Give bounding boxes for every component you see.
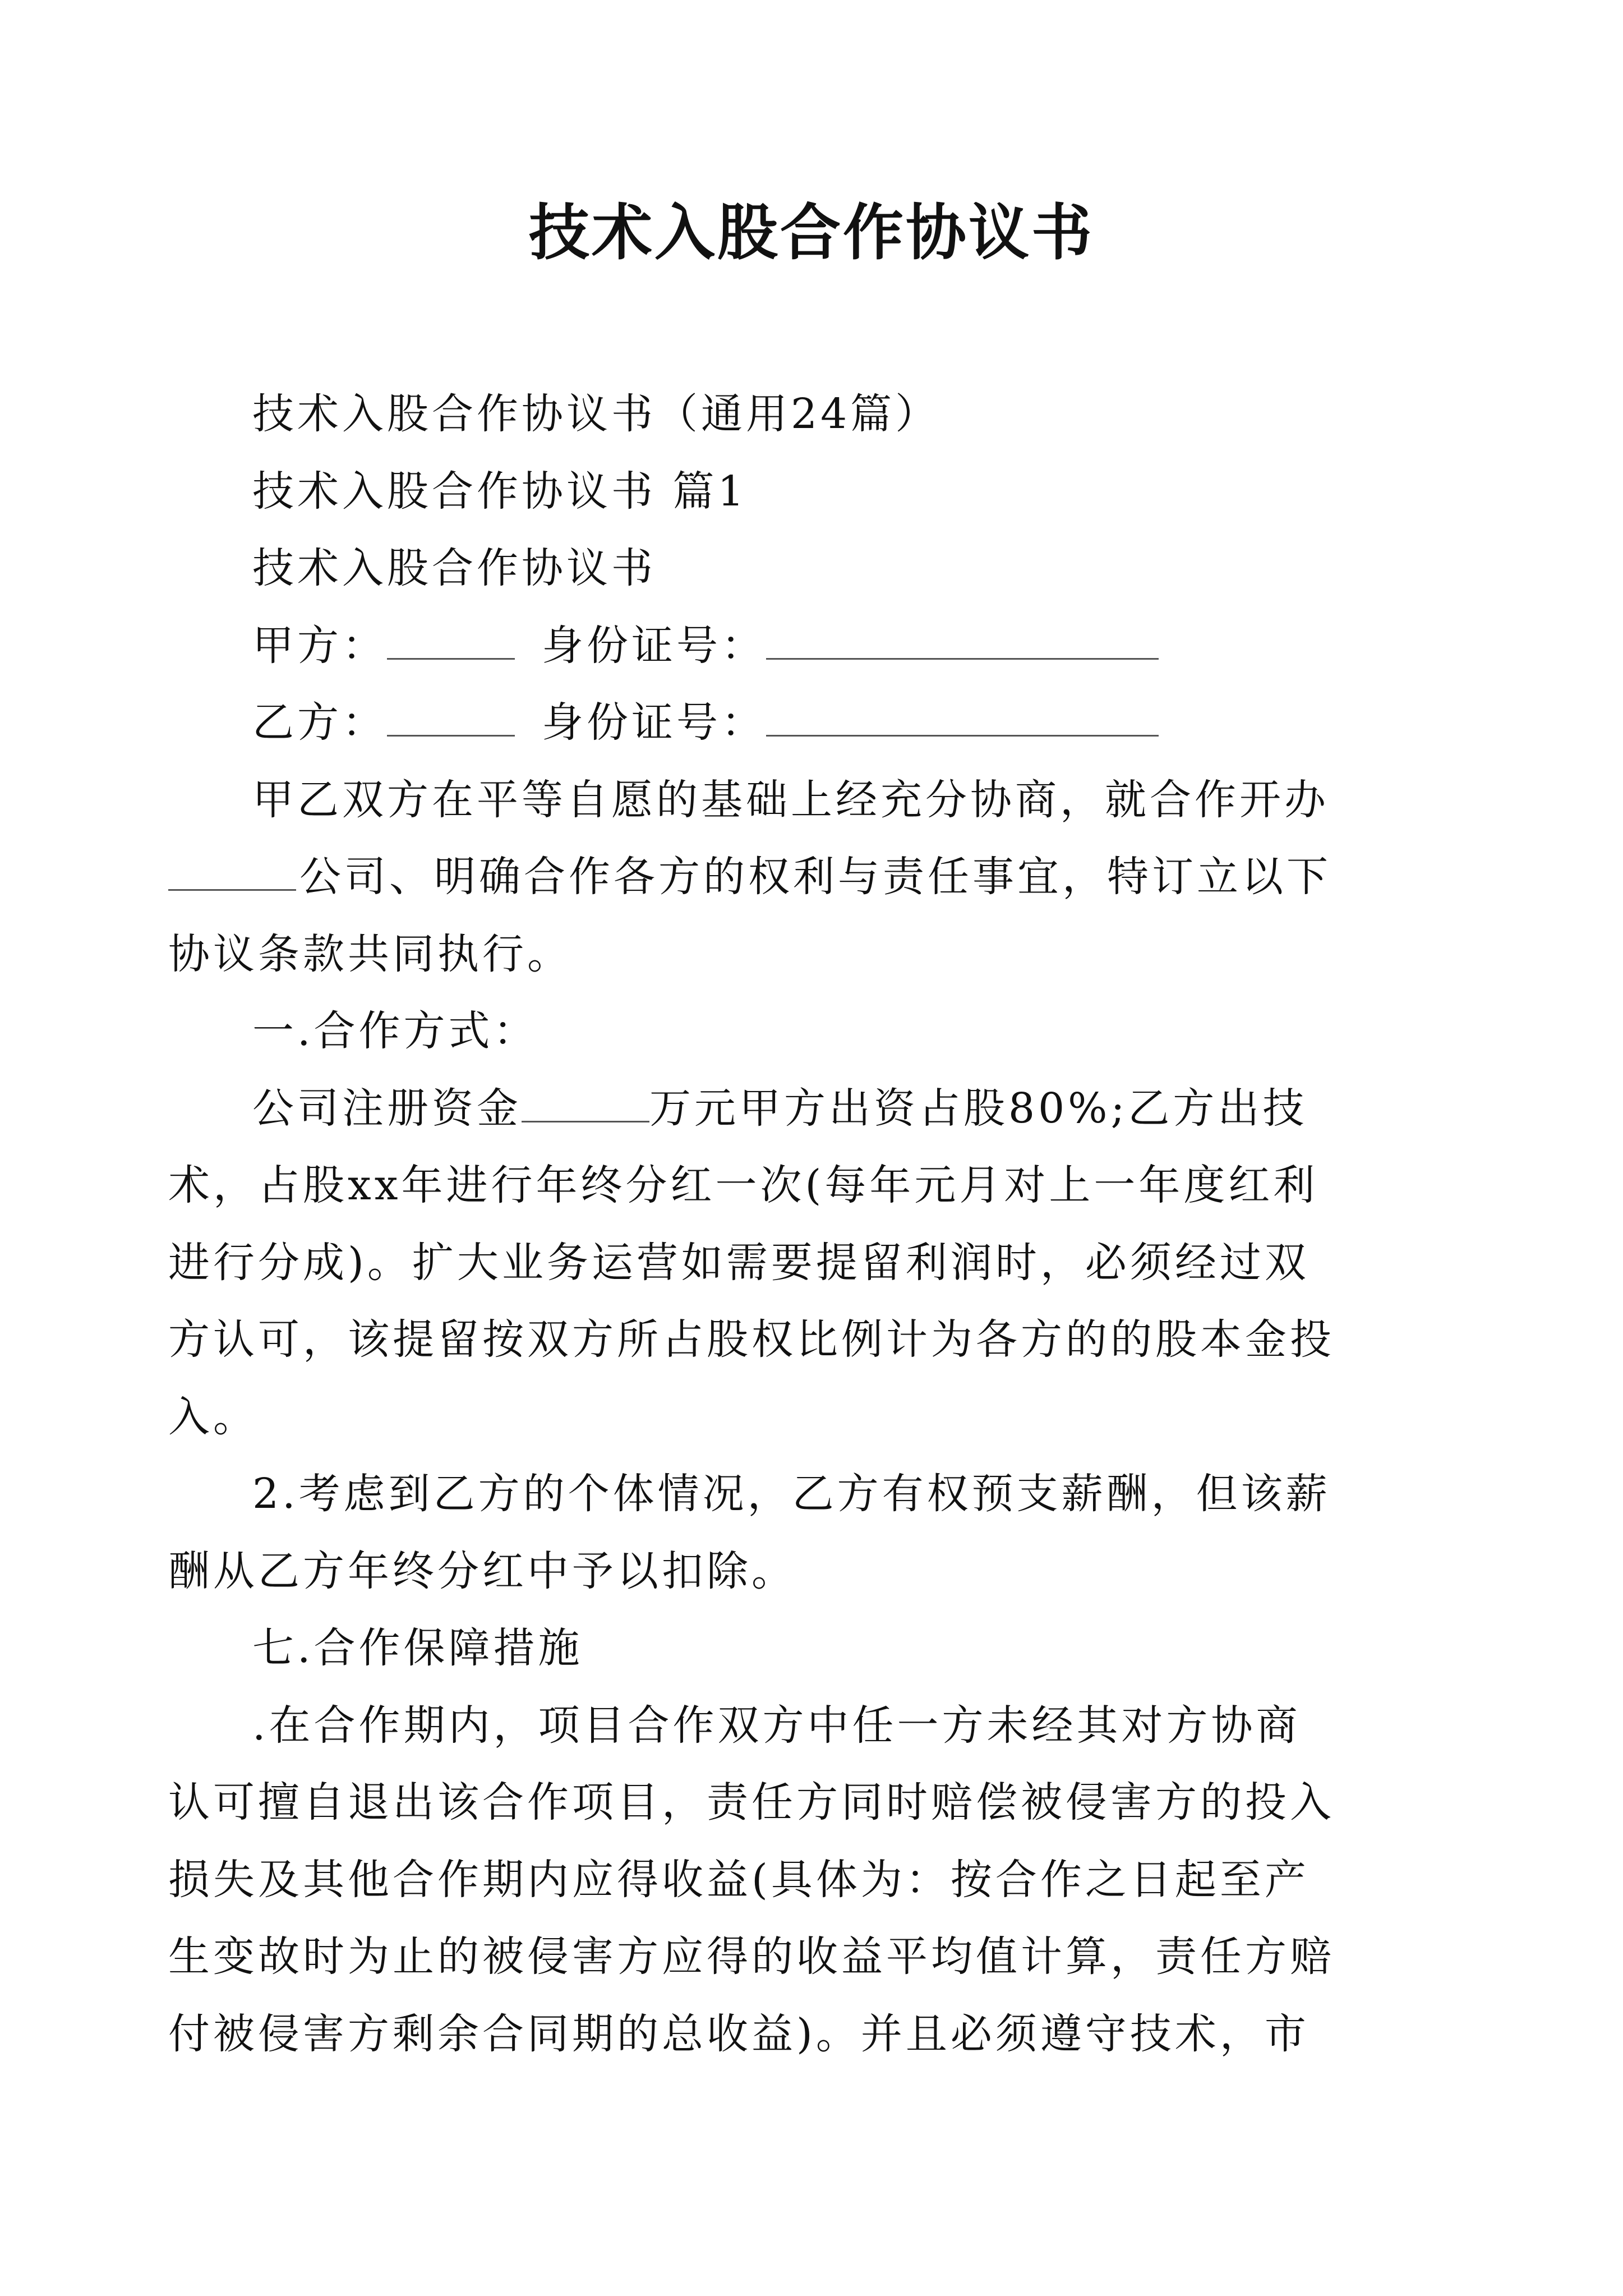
document-title: 技术入股合作协议书 [528, 197, 1094, 268]
document-body [168, 376, 1380, 2073]
party-b-line [252, 684, 1380, 762]
para4-line5: 付被侵害方剩余合同期的总收益)。并且必须遵守技术，市 [168, 2009, 1310, 2058]
para4-line2: 认可擅自退出该合作项目，责任方同时赔偿被侵害方的投入 [168, 1778, 1335, 1826]
party-a-id-blank [766, 622, 1159, 660]
para4-line1: .在合作期内，项目合作双方中任一方未经其对方协商 [252, 1701, 1301, 1750]
subtitle-line: 技术入股合作协议书（通用24篇） [252, 390, 940, 438]
part-heading: 技术入股合作协议书 篇1 [252, 467, 748, 516]
party-b-name-blank [387, 699, 515, 737]
para4-line3: 损失及其他合作期内应得收益(具体为：按合作之日起至产 [168, 1855, 1310, 1904]
section-title: 技术入股合作协议书 [252, 544, 656, 592]
para2-line1-b: 万元甲方出资占股80%;乙方出技 [649, 1084, 1308, 1133]
party-b-label: 乙方： [252, 698, 387, 747]
party-a-id-label: 身份证号： [542, 621, 766, 670]
para1-line1: 甲乙双方在平等自愿的基础上经充分协商，就合作开办 [252, 775, 1329, 824]
party-b-id-blank [766, 699, 1159, 737]
para2-line2: 术，占股xx年进行年终分红一次(每年元月对上一年度红利 [168, 1161, 1318, 1209]
para2-line5: 入。 [168, 1392, 258, 1441]
heading-cooperation-mode: 一.合作方式： [252, 1007, 538, 1055]
para3-line1: 2.考虑到乙方的个体情况，乙方有权预支薪酬，但该薪 [252, 1470, 1331, 1518]
party-b-id-label: 身份证号： [542, 698, 766, 747]
para1-line3: 协议条款共同执行。 [168, 930, 572, 978]
capital-amount-blank [522, 1085, 649, 1122]
para2-line1-a: 公司注册资金 [252, 1084, 522, 1133]
party-a-line [252, 608, 1380, 685]
para1-line2 [168, 839, 1380, 916]
company-name-blank [168, 853, 296, 891]
heading-guarantee: 七.合作保障措施 [252, 1624, 583, 1672]
party-a-name-blank [387, 622, 515, 660]
para2-line4: 方认可，该提留按双方所占股权比例计为各方的的股本金投 [168, 1315, 1335, 1364]
para2-line3: 进行分成)。扩大业务运营如需要提留利润时，必须经过双 [168, 1238, 1310, 1287]
para2-line1 [252, 1070, 1380, 1148]
party-a-label: 甲方： [252, 621, 387, 670]
para1-line2-text: 公司、明确合作各方的权利与责任事宜，特订立以下 [299, 853, 1331, 901]
para4-line4: 生变故时为止的被侵害方应得的收益平均值计算，责任方赔 [168, 1932, 1335, 1981]
para3-line2: 酬从乙方年终分红中予以扣除。 [168, 1547, 796, 1595]
